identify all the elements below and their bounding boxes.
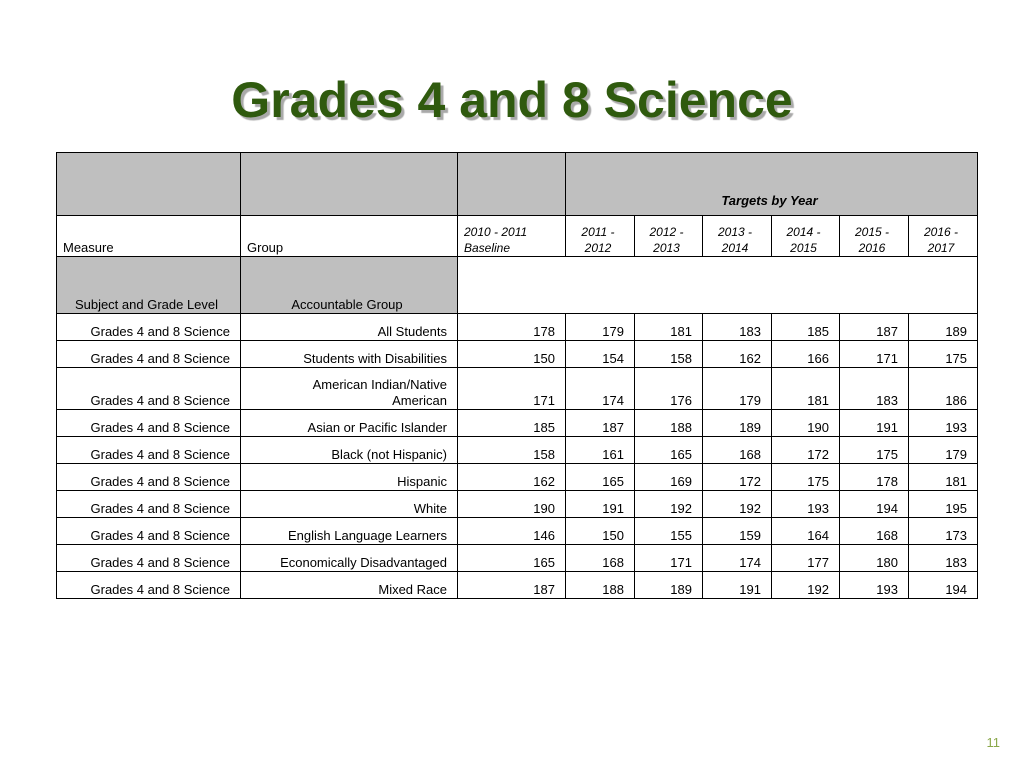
year-header: [772, 216, 840, 257]
baseline-cell: 165: [458, 545, 566, 572]
target-cell: 188: [635, 410, 703, 437]
target-cell: 189: [703, 410, 772, 437]
target-cell: 172: [703, 464, 772, 491]
subject-cell: Grades 4 and 8 Science: [57, 368, 241, 410]
baseline-cell: 190: [458, 491, 566, 518]
year-header: [635, 216, 703, 257]
target-cell: 171: [635, 545, 703, 572]
group-cell-line2: American: [392, 393, 447, 408]
year-header: [840, 216, 909, 257]
target-cell: 162: [703, 341, 772, 368]
target-cell: 171: [840, 341, 909, 368]
year-header-line2: 2017: [927, 241, 955, 255]
header-blank-cell: [458, 257, 978, 314]
target-cell: 175: [840, 437, 909, 464]
baseline-header-line1: 2010 - 2011: [464, 225, 528, 239]
target-cell: 192: [772, 572, 840, 599]
header-row-columns: [57, 216, 978, 257]
target-cell: 175: [772, 464, 840, 491]
target-cell: 174: [703, 545, 772, 572]
baseline-header: [458, 216, 566, 257]
target-cell: 159: [703, 518, 772, 545]
target-cell: 165: [635, 437, 703, 464]
target-cell: 194: [909, 572, 978, 599]
target-cell: 195: [909, 491, 978, 518]
year-header-line1: 2011 -: [581, 225, 615, 239]
target-cell: 187: [840, 314, 909, 341]
target-cell: 187: [566, 410, 635, 437]
page-number: 11: [986, 735, 1000, 750]
year-header-line2: 2016: [858, 241, 886, 255]
header-blank-cell: [57, 153, 241, 216]
year-header-line2: 2015: [790, 241, 817, 255]
group-cell: Economically Disadvantaged: [241, 545, 458, 572]
subject-cell: Grades 4 and 8 Science: [57, 491, 241, 518]
table-row: [57, 572, 978, 599]
header-row-targets: [57, 153, 978, 216]
target-cell: 168: [566, 545, 635, 572]
target-cell: 191: [703, 572, 772, 599]
target-cell: 189: [635, 572, 703, 599]
baseline-cell: 187: [458, 572, 566, 599]
subject-cell: Grades 4 and 8 Science: [57, 341, 241, 368]
subject-cell: Grades 4 and 8 Science: [57, 545, 241, 572]
target-cell: 192: [703, 491, 772, 518]
target-cell: 155: [635, 518, 703, 545]
target-cell: 185: [772, 314, 840, 341]
group-cell-line1: American Indian/Native: [312, 377, 447, 392]
target-cell: 179: [909, 437, 978, 464]
target-cell: 176: [635, 368, 703, 410]
year-header-line1: 2012 -: [649, 225, 684, 239]
target-cell: 193: [772, 491, 840, 518]
target-cell: 168: [703, 437, 772, 464]
accountable-group-header: Accountable Group: [241, 257, 458, 314]
target-cell: 181: [772, 368, 840, 410]
targets-by-year-header: Targets by Year: [566, 153, 978, 216]
header-row-subject: [57, 257, 978, 314]
baseline-cell: 162: [458, 464, 566, 491]
baseline-cell: 185: [458, 410, 566, 437]
data-rows: [57, 314, 978, 599]
year-header-line2: 2013: [653, 241, 680, 255]
science-targets-table: [56, 152, 978, 599]
subject-cell: Grades 4 and 8 Science: [57, 518, 241, 545]
baseline-cell: 146: [458, 518, 566, 545]
year-header-line1: 2014 -: [786, 225, 821, 239]
baseline-header-line2: Baseline: [464, 241, 511, 255]
year-header: [703, 216, 772, 257]
target-cell: 190: [772, 410, 840, 437]
baseline-cell: 171: [458, 368, 566, 410]
target-cell: 192: [635, 491, 703, 518]
target-cell: 173: [909, 518, 978, 545]
measure-header: Measure: [57, 216, 241, 257]
baseline-cell: 178: [458, 314, 566, 341]
target-cell: 154: [566, 341, 635, 368]
year-header-line2: 2012: [584, 241, 612, 255]
group-header: Group: [241, 216, 458, 257]
table-row: [57, 341, 978, 368]
group-cell: Asian or Pacific Islander: [241, 410, 458, 437]
target-cell: 168: [840, 518, 909, 545]
header-blank-cell: [458, 153, 566, 216]
year-header-line1: 2016 -: [923, 225, 959, 239]
subject-cell: Grades 4 and 8 Science: [57, 437, 241, 464]
table-row: [57, 368, 978, 410]
target-cell: 179: [566, 314, 635, 341]
year-header-line2: 2014: [721, 241, 749, 255]
baseline-cell: 150: [458, 341, 566, 368]
group-cell: Black (not Hispanic): [241, 437, 458, 464]
table-row: [57, 545, 978, 572]
year-header-line1: 2015 -: [854, 225, 890, 239]
target-cell: 174: [566, 368, 635, 410]
group-cell: English Language Learners: [241, 518, 458, 545]
target-cell: 178: [840, 464, 909, 491]
target-cell: 193: [909, 410, 978, 437]
target-cell: 183: [909, 545, 978, 572]
target-cell: 181: [635, 314, 703, 341]
table-row: [57, 437, 978, 464]
header-blank-cell: [241, 153, 458, 216]
year-header: [909, 216, 978, 257]
group-cell: Mixed Race: [241, 572, 458, 599]
subject-cell: Grades 4 and 8 Science: [57, 314, 241, 341]
target-cell: 172: [772, 437, 840, 464]
target-cell: 183: [840, 368, 909, 410]
target-cell: 193: [840, 572, 909, 599]
target-cell: 191: [840, 410, 909, 437]
group-cell: White: [241, 491, 458, 518]
target-cell: 188: [566, 572, 635, 599]
table-row: [57, 491, 978, 518]
target-cell: 165: [566, 464, 635, 491]
target-cell: 183: [703, 314, 772, 341]
table-row: [57, 314, 978, 341]
target-cell: 180: [840, 545, 909, 572]
group-cell: All Students: [241, 314, 458, 341]
target-cell: 177: [772, 545, 840, 572]
subject-cell: Grades 4 and 8 Science: [57, 572, 241, 599]
table-row: [57, 464, 978, 491]
target-cell: 175: [909, 341, 978, 368]
subject-cell: Grades 4 and 8 Science: [57, 410, 241, 437]
year-header-line1: 2013 -: [717, 225, 753, 239]
target-cell: 169: [635, 464, 703, 491]
slide-title: Grades 4 and 8 Science: [231, 72, 793, 128]
target-cell: 186: [909, 368, 978, 410]
target-cell: 150: [566, 518, 635, 545]
group-cell: Hispanic: [241, 464, 458, 491]
target-cell: 181: [909, 464, 978, 491]
target-cell: 161: [566, 437, 635, 464]
target-cell: 164: [772, 518, 840, 545]
target-cell: 158: [635, 341, 703, 368]
year-header: [566, 216, 635, 257]
subject-grade-header: Subject and Grade Level: [57, 257, 241, 314]
target-cell: 194: [840, 491, 909, 518]
subject-cell: Grades 4 and 8 Science: [57, 464, 241, 491]
group-cell: Students with Disabilities: [241, 341, 458, 368]
group-cell: [241, 368, 458, 410]
target-cell: 189: [909, 314, 978, 341]
table-row: [57, 410, 978, 437]
target-cell: 179: [703, 368, 772, 410]
target-cell: 191: [566, 491, 635, 518]
target-cell: 166: [772, 341, 840, 368]
table-row: [57, 518, 978, 545]
baseline-cell: 158: [458, 437, 566, 464]
